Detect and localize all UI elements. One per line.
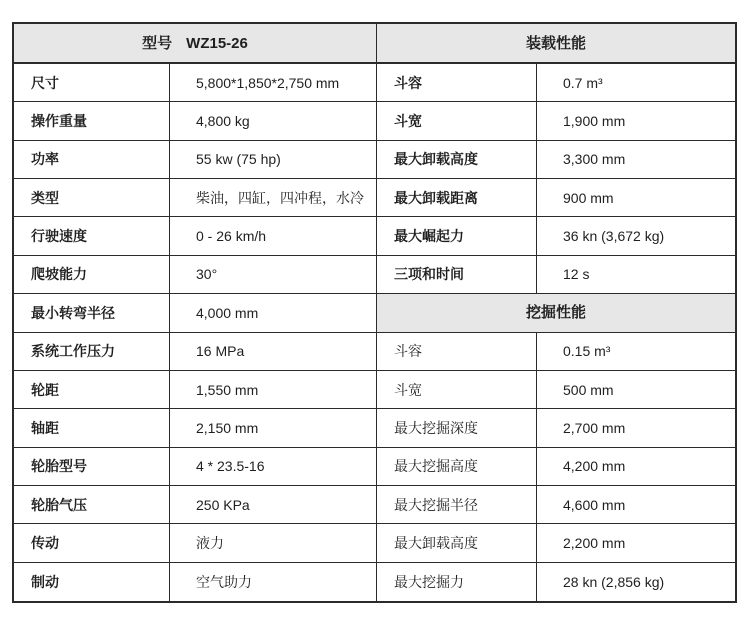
model-label: 型号	[142, 34, 173, 52]
spec-value: 1,550 mm	[170, 371, 377, 409]
spec-value: 3,300 mm	[537, 141, 735, 179]
spec-label: 功率	[14, 141, 170, 179]
spec-value: 0 - 26 km/h	[170, 217, 377, 255]
spec-value: 液力	[170, 524, 377, 562]
spec-value: 4,000 mm	[170, 294, 377, 332]
spec-value: 30°	[170, 256, 377, 294]
spec-label: 系统工作压力	[14, 333, 170, 371]
spec-value: 5,800*1,850*2,750 mm	[170, 64, 377, 102]
spec-label: 轮距	[14, 371, 170, 409]
spec-table	[12, 22, 737, 603]
spec-label: 尺寸	[14, 64, 170, 102]
spec-label: 斗宽	[377, 371, 537, 409]
spec-label: 最大卸载高度	[377, 524, 537, 562]
spec-value: 12 s	[537, 256, 735, 294]
spec-label: 斗宽	[377, 102, 537, 140]
spec-value: 4,200 mm	[537, 448, 735, 486]
spec-label: 轮胎气压	[14, 486, 170, 524]
spec-label: 爬坡能力	[14, 256, 170, 294]
spec-value: 250 KPa	[170, 486, 377, 524]
spec-value: 0.7 m³	[537, 64, 735, 102]
spec-label: 最大挖掘力	[377, 563, 537, 601]
spec-label: 轴距	[14, 409, 170, 447]
spec-value: 28 kn (2,856 kg)	[563, 573, 665, 590]
spec-label: 三项和时间	[377, 256, 537, 294]
spec-value: 2,200 mm	[537, 524, 735, 562]
spec-label: 最大卸载高度	[377, 141, 537, 179]
model-number: WZ15-26	[186, 34, 248, 52]
spec-value: 空气助力	[170, 563, 377, 601]
spec-label: 操作重量	[14, 102, 170, 140]
spec-value: 2,150 mm	[170, 409, 377, 447]
digging-performance-header: 挖掘性能	[377, 294, 735, 332]
spec-value: 4,800 kg	[170, 102, 377, 140]
spec-label: 最大崛起力	[377, 217, 537, 255]
loading-performance-header: 装载性能	[377, 24, 735, 64]
spec-value: 柴油，四缸，四冲程，水冷	[170, 179, 377, 217]
spec-value: 55 kw (75 hp)	[170, 141, 377, 179]
spec-label: 轮胎型号	[14, 448, 170, 486]
spec-value: 0.15 m³	[537, 333, 735, 371]
spec-value: 900 mm	[537, 179, 735, 217]
spec-label: 行驶速度	[14, 217, 170, 255]
model-header	[14, 24, 377, 64]
spec-label: 最大挖掘半径	[377, 486, 537, 524]
spec-label: 类型	[14, 179, 170, 217]
spec-value: 36 kn (3,672 kg)	[537, 217, 735, 255]
spec-label: 斗容	[377, 333, 537, 371]
spec-label: 传动	[14, 524, 170, 562]
spec-value: 1,900 mm	[537, 102, 735, 140]
spec-value: 500 mm	[537, 371, 735, 409]
spec-label: 制动	[14, 563, 170, 601]
spec-label: 最大挖掘高度	[377, 448, 537, 486]
spec-value: 4,600 mm	[537, 486, 735, 524]
spec-value: 2,700 mm	[537, 409, 735, 447]
spec-label: 斗容	[377, 64, 537, 102]
spec-label: 最小转弯半径	[14, 294, 170, 332]
spec-label: 最大挖掘深度	[377, 409, 537, 447]
spec-value: 4 * 23.5-16	[170, 448, 377, 486]
spec-label: 最大卸载距离	[377, 179, 537, 217]
spec-value: 16 MPa	[170, 333, 377, 371]
